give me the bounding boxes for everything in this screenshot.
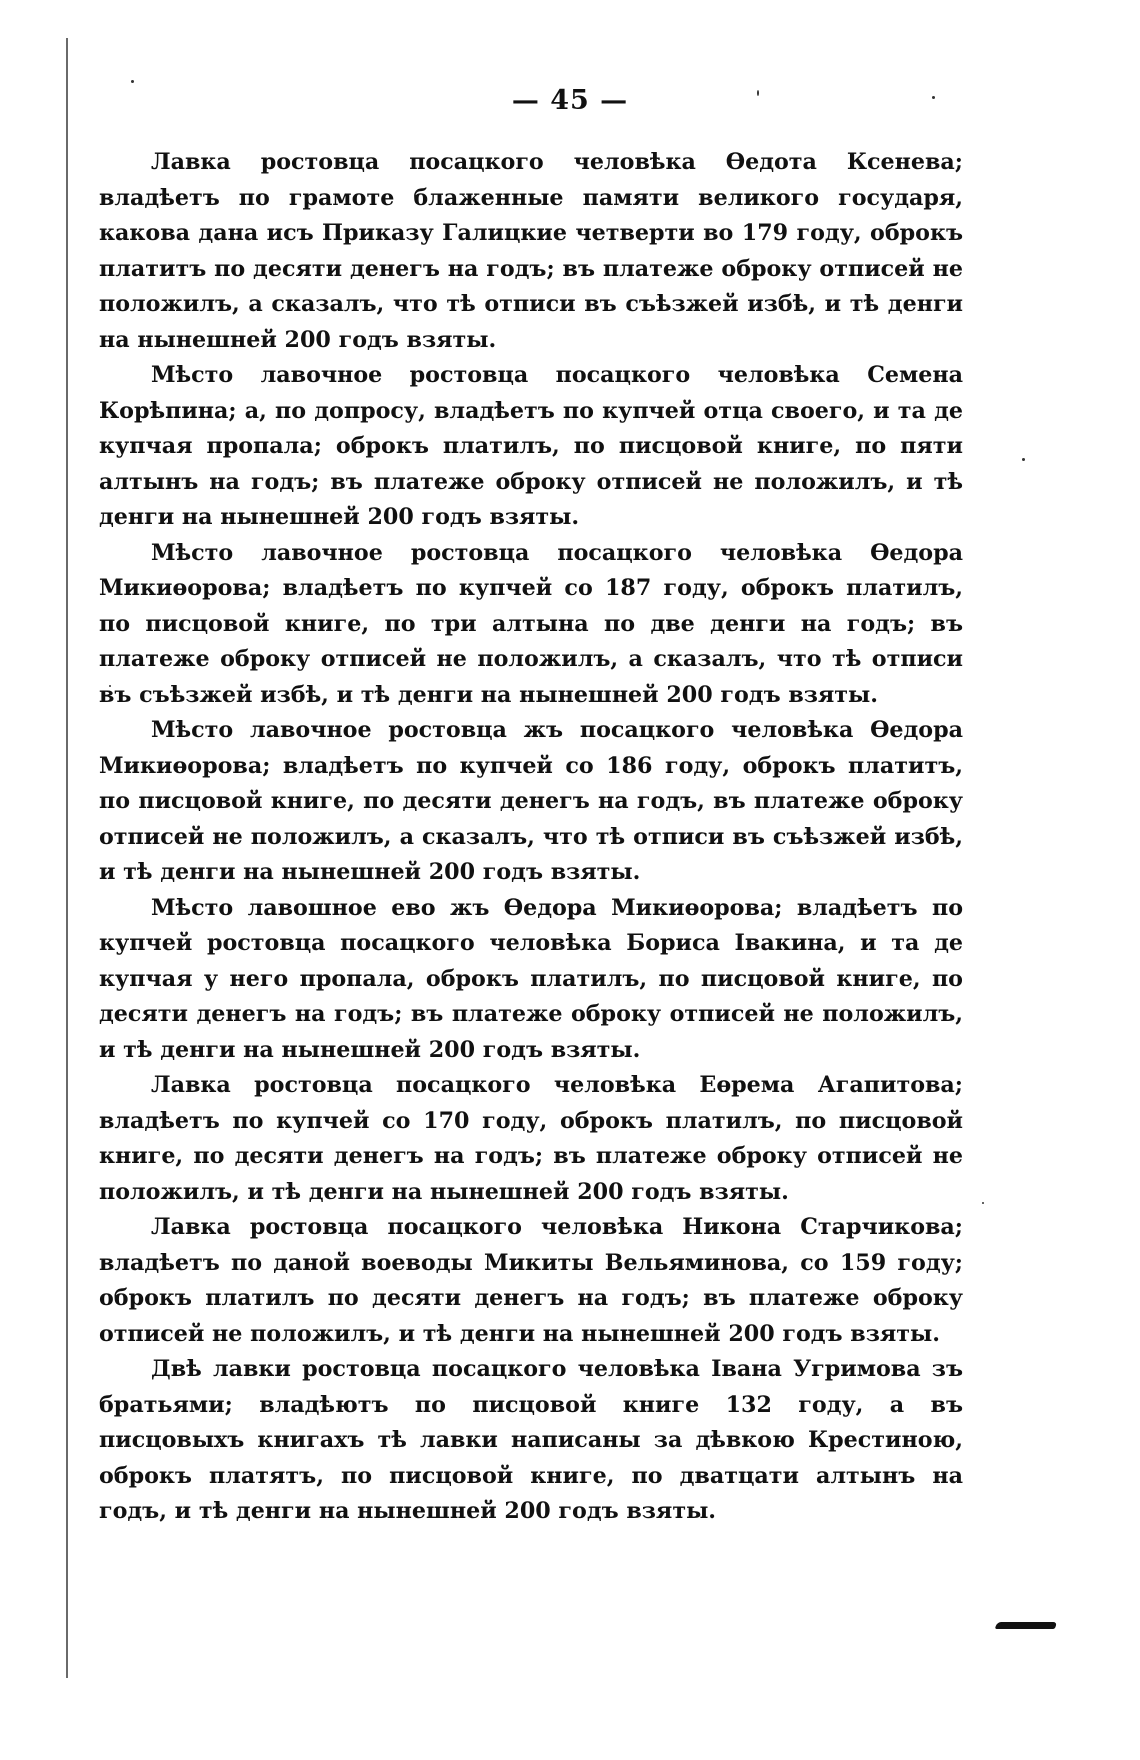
entry-paragraph: Мѣсто лавочное ростовца посацкого человѣка Өедора Микиөорова; владѣетъ по купчей со 187 году, оброкъ платилъ, по писцовой книге, по три алтына по две денги на годъ; въ платеже оброку отписей не положилъ, а сказалъ, что тѣ отписи въ съѣзжей избѣ, и тѣ денги на нынешней 200 годъ взяты. <box>99 539 963 708</box>
entry-paragraph: Лавка ростовца посацкого человѣка Никона Старчикова; владѣетъ по даной воеводы Микиты Вельяминова, со 159 году; оброкъ платилъ по десяти денегъ на годъ; въ платеже оброку отписей не положилъ, и тѣ денги на нынешней 200 годъ взяты. <box>99 1214 963 1347</box>
speck <box>982 1202 984 1204</box>
entry-paragraph: Мѣсто лавочное ростовца посацкого человѣка Семена Корѣпина; а, по допросу, владѣетъ по купчей отца своего, и та де купчая пропала; оброкъ платилъ, по писцовой книге, по пяти алтынъ на годъ; въ платеже оброку отписей не положилъ, и тѣ денги на нынешней 200 годъ взяты. <box>99 362 963 530</box>
entry-paragraph: Лавка ростовца посацкого человѣка Еөрема Агапитова; владѣетъ по купчей со 170 году, оброкъ платилъ, по писцовой книге, по десяти денегъ на годъ; въ платеже оброку отписей не положилъ, и тѣ денги на нынешней 200 годъ взяты. <box>99 1072 963 1205</box>
entry-paragraph: Двѣ лавки ростовца посацкого человѣка Івана Угримова зъ братьями; владѣютъ по писцовой книге 132 году, а въ писцовыхъ книгахъ тѣ лавки написаны за дѣвкою Крестиною, оброкъ платятъ, по писцовой книге, по дватцати алтынъ на годъ, и тѣ денги на нынешней 200 годъ взяты. <box>99 1356 963 1524</box>
entry-paragraph: Лавка ростовца посацкого человѣка Өедота Ксенева; владѣетъ по грамоте блаженные памяти великого государя, какова дана исъ Приказу Галицкие четверти во 179 году, оброкъ платитъ по десяти денегъ на годъ; въ платеже оброку отписей не положилъ, а сказалъ, что тѣ отписи въ съѣзжей избѣ, и тѣ денги на нынешней 200 годъ взяты. <box>99 149 963 353</box>
entry-paragraph: Мѣсто лавошное ево жъ Өедора Микиөорова; владѣетъ по купчей ростовца посацкого человѣка Бориса Івакина, и та де купчая у него пропала, оброкъ платилъ, по писцовой книге, по десяти денегъ на годъ; въ платеже оброку отписей не положилъ, и тѣ денги на нынешней 200 годъ взяты. <box>99 894 963 1063</box>
speck <box>131 80 134 83</box>
ink-dash-mark <box>995 1622 1058 1629</box>
speck <box>1022 458 1025 461</box>
entry-paragraph: Мѣсто лавочное ростовца жъ посацкого человѣка Өедора Микиөорова; владѣетъ по купчей со 186 году, оброкъ платитъ, по писцовой книге, по десяти денегъ на годъ, въ платеже оброку отписей не положилъ, а сказалъ, что тѣ отписи въ съѣзжей избѣ, и тѣ денги на нынешней 200 годъ взяты. <box>99 717 963 885</box>
page-binding-edge <box>66 38 68 1678</box>
page-number: — 45 — <box>511 85 629 116</box>
document-body <box>99 145 963 1530</box>
